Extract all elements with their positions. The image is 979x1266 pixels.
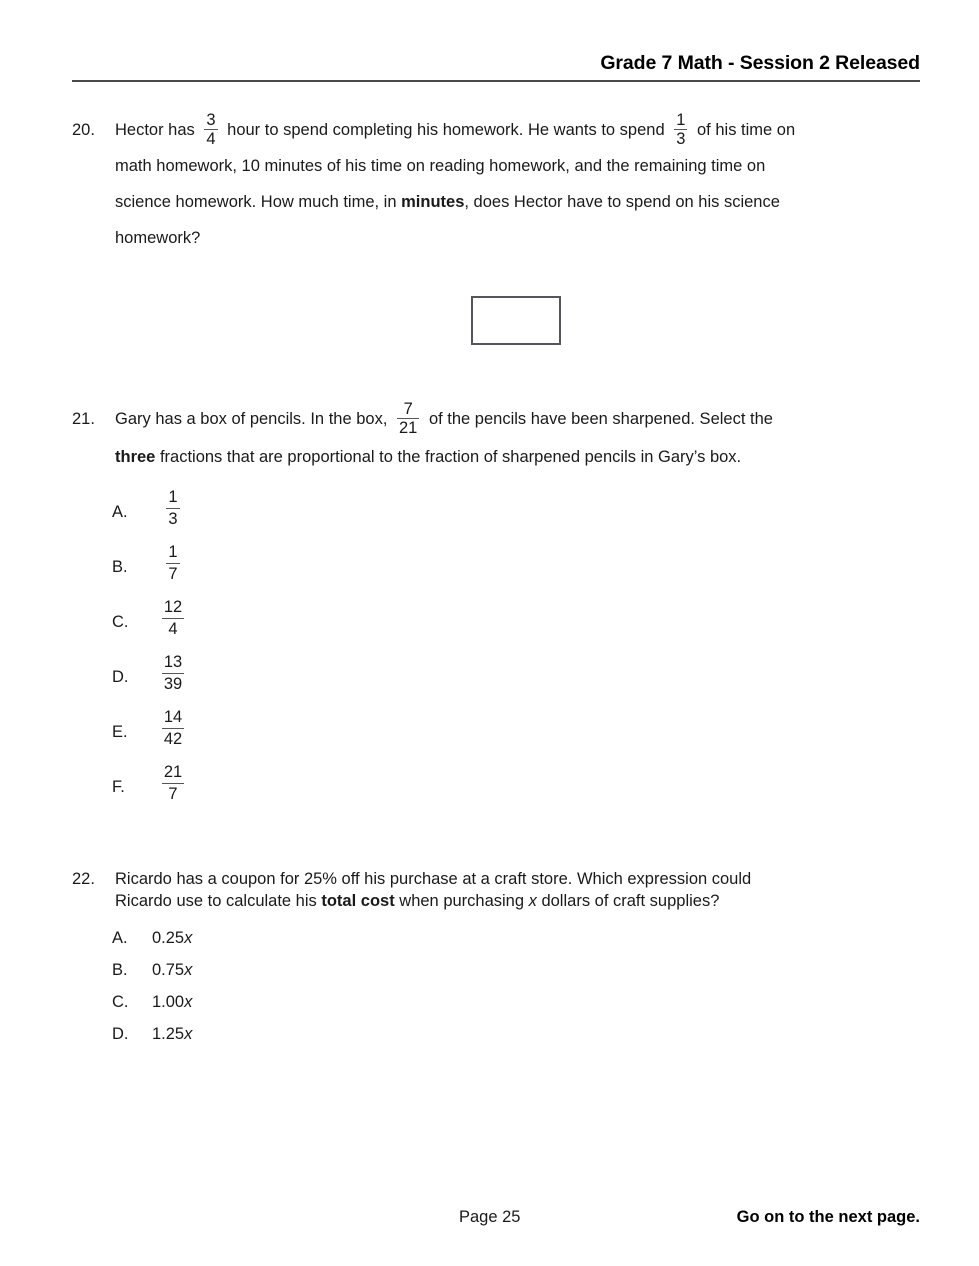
answer-option[interactable] [112, 650, 512, 705]
option-letter: A. [112, 503, 128, 521]
emphasis-bold: total cost [321, 892, 395, 910]
option-value: 0.25x [152, 929, 193, 947]
option-letter: F. [112, 778, 125, 796]
option-value: 0.75x [152, 961, 193, 979]
emphasis-bold: minutes [401, 193, 465, 211]
option-value [156, 764, 190, 804]
answer-option[interactable] [112, 540, 512, 595]
answer-option[interactable] [112, 760, 512, 815]
answer-option[interactable] [112, 485, 512, 540]
answer-option[interactable] [112, 705, 512, 760]
math-variable: x [184, 993, 193, 1011]
option-letter: C. [112, 993, 129, 1011]
answer-option[interactable] [112, 993, 512, 1025]
question-text-line: math homework, 10 minutes of his time on reading homework, and the remaining time on [115, 157, 766, 175]
option-fraction: $\frac{1}{3}$ [168, 488, 178, 528]
question-21-body [115, 400, 773, 476]
option-letter: E. [112, 723, 128, 741]
question-text-line: Ricardo use to calculate his total cost when purchasing x dollars of craft supplies? [115, 892, 720, 910]
option-letter: A. [112, 929, 128, 947]
answer-option[interactable] [112, 1025, 512, 1057]
header-divider [72, 80, 920, 82]
option-fraction: $\frac{12}{4}$ [163, 598, 183, 638]
math-variable: x [184, 961, 193, 979]
answer-option[interactable] [112, 929, 512, 961]
math-variable: x [528, 892, 537, 910]
question-20-answer-box[interactable] [471, 296, 561, 345]
page-header-title: Grade 7 Math - Session 2 Released [600, 52, 920, 74]
emphasis-bold: three [115, 448, 156, 466]
option-fraction: $\frac{21}{7}$ [163, 763, 183, 803]
option-letter: C. [112, 613, 129, 631]
option-value [156, 709, 190, 749]
question-text-line: Gary has a box of pencils. In the box, $\frac{7}{21}$ of the pencils have been sharpened. Select the [115, 399, 773, 438]
option-value [156, 654, 190, 694]
option-fraction: $\frac{14}{42}$ [163, 708, 183, 748]
question-text-line: Hector has $\frac{3}{4}$ hour to spend completing his homework. He wants to spend $\frac{1}{3}$ of his time on [115, 110, 796, 149]
option-fraction: $\frac{1}{7}$ [168, 543, 178, 583]
footer-next-page-note: Go on to the next page. [736, 1208, 920, 1226]
option-fraction: $\frac{13}{39}$ [163, 653, 183, 693]
question-text-line: three fractions that are proportional to the fraction of sharpened pencils in Gary’s box. [115, 448, 742, 466]
page-footer [72, 1208, 920, 1232]
question-21-options [112, 485, 512, 815]
math-variable: x [184, 1025, 193, 1043]
option-letter: D. [112, 668, 129, 686]
option-letter: D. [112, 1025, 129, 1043]
option-value [156, 599, 190, 639]
inline-fraction: $\frac{7}{21}$ [399, 399, 418, 438]
answer-option[interactable] [112, 961, 512, 993]
question-20-number: 20. [72, 121, 95, 139]
question-21-number: 21. [72, 410, 95, 428]
question-text-line: homework? [115, 229, 201, 247]
option-value: 1.25x [152, 1025, 193, 1043]
question-text-line: Ricardo has a coupon for 25% off his purchase at a craft store. Which expression could [115, 870, 752, 888]
option-value: 1.00x [152, 993, 193, 1011]
option-letter: B. [112, 558, 128, 576]
question-22-body [115, 868, 751, 912]
question-22-options [112, 929, 512, 1057]
page-header [72, 52, 920, 75]
answer-option[interactable] [112, 595, 512, 650]
option-value [156, 544, 190, 584]
footer-page-number: Page 25 [459, 1208, 521, 1226]
inline-fraction: $\frac{3}{4}$ [206, 110, 216, 149]
option-value [156, 489, 190, 529]
question-20-body [115, 112, 795, 256]
math-variable: x [184, 929, 193, 947]
option-letter: B. [112, 961, 128, 979]
question-22-number: 22. [72, 870, 95, 888]
inline-fraction: $\frac{1}{3}$ [676, 110, 686, 149]
question-text-line: science homework. How much time, in minutes, does Hector have to spend on his science [115, 193, 780, 211]
